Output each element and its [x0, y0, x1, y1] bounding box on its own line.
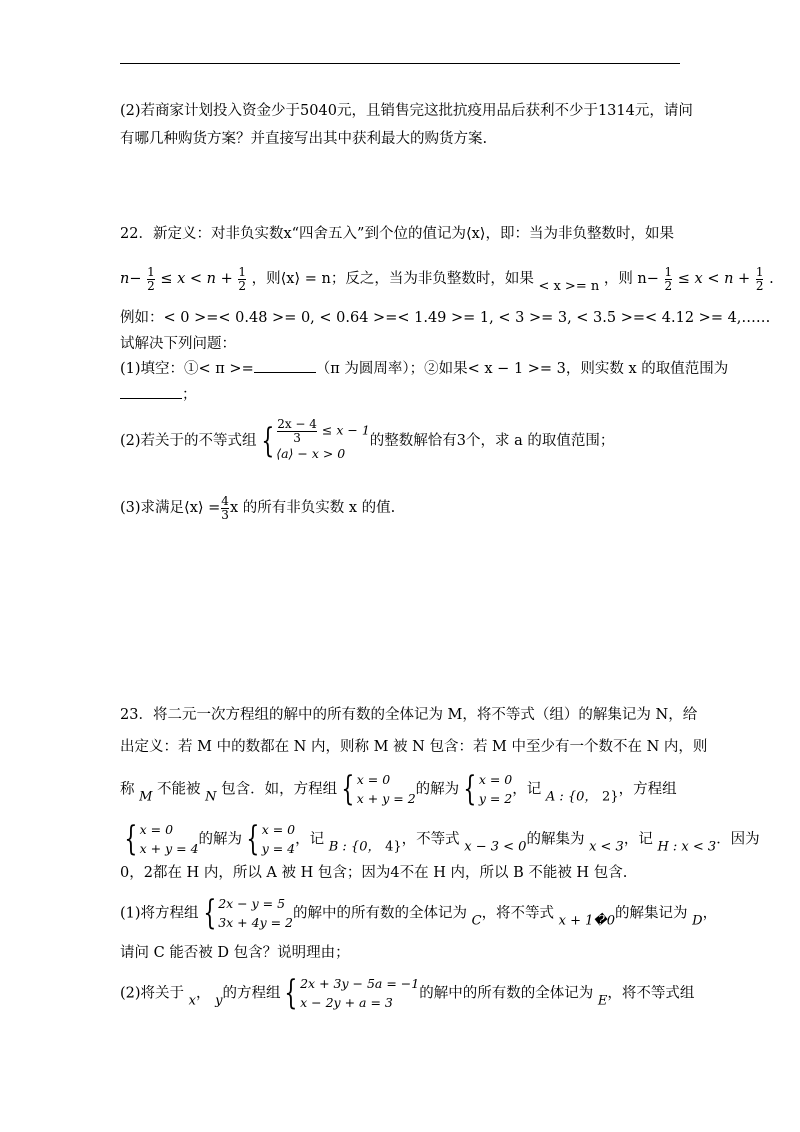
q22-n-minus: n−: [120, 271, 142, 288]
q22-intro: 试解决下列问题：: [120, 336, 236, 352]
q22-part1: (1)填空：①< π >= （π 为圆周率）；②如果< x − 1 >= 3，则实数 x 的取值范围为: [120, 361, 729, 377]
fraction-half: $\frac{1}{2}$: [664, 265, 673, 293]
q21-part2-line1: (2)若商家计划投入资金少于5040元，且销售完这批抗疫用品后获利不少于1314元，请问: [120, 103, 693, 119]
left-brace-icon: {: [260, 420, 274, 461]
left-brace-icon: {: [341, 769, 355, 810]
fraction-half: $\frac{1}{2}$: [238, 265, 247, 293]
solution-b: x = 0 y = 4: [261, 822, 296, 857]
q23-line4: { x = 0 x + y = 4 的解为 { x = 0 y = 4 ，记 B : {0， 4}，不等式 x − 3 < 0的解集为 x < 3，记 H : x < 3．因为: [124, 819, 760, 860]
fraction-half: $\frac{1}{2}$: [147, 265, 155, 293]
left-brace-icon: {: [124, 819, 138, 860]
left-brace-icon: {: [463, 769, 477, 810]
fraction-half: $\frac{1}{2}$: [755, 265, 764, 293]
equation-system-b: x = 0 x + y = 4: [139, 822, 199, 857]
left-brace-icon: {: [284, 973, 298, 1014]
q23-part2: (2)将关于 x， y的方程组 { 2x + 3y − 5a = −1 x − 2y + a = 3 的解中的所有数的全体记为 E，将不等式组: [120, 973, 695, 1014]
q22-part2: (2)若关于的不等式组 { $\frac{2x - 4}{3}$ ≤ x − 1 ⟨a⟩ − x > 0 的整数解恰有3个，求 a 的取值范围；: [120, 418, 614, 464]
q23-line3: 称 M 不能被 N 包含．如，方程组 { x = 0 x + y = 2 的解为 { x = 0 y = 2 ，记 A : {0， 2}，方程组: [120, 769, 677, 810]
q23-part1-line2: 请问 C 能否被 D 包含？说明理由；: [120, 945, 350, 961]
fraction-four-thirds: $\frac{4}{3}$: [221, 494, 229, 522]
equation-system-c: 2x − y = 5 3x + 4y = 2: [218, 896, 293, 931]
q21-part2-line2: 有哪几种购货方案？并直接写出其中获利最大的购货方案.: [120, 131, 488, 147]
q23-line2: 出定义：若 M 中的数都在 N 内，则称 M 被 N 包含：若 M 中至少有一个数不在 N 内，则: [120, 739, 708, 755]
q22-part3: (3)求满足⟨x⟩ = $\frac{4}{3}$ x 的所有非负实数 x 的值.: [120, 494, 396, 522]
q23-part1: (1)将方程组 { 2x − y = 5 3x + 4y = 2 的解中的所有数的全体记为 C，将不等式 x + 1�0的解集记为 D，: [120, 893, 718, 934]
left-brace-icon: {: [202, 893, 216, 934]
equation-system-e: 2x + 3y − 5a = −1 x − 2y + a = 3: [300, 976, 420, 1011]
q22-examples: 例如：< 0 >=< 0.48 >= 0, < 0.64 >=< 1.49 >= 1, < 3 >= 3, < 3.5 >=< 4.12 >= 4,……: [120, 310, 771, 326]
left-brace-icon: {: [246, 819, 260, 860]
solution-a: x = 0 y = 2: [478, 772, 513, 807]
q22-definition-line2: n− $\frac{1}{2}$ ≤ x < n + $\frac{1}{2}$ ，则⟨x⟩ = n；反之，当为非负整数时，如果 < x >= n ，则 n− $\frac{1}{2}$ ≤ x < n + $\frac{1}{2}$ .: [120, 265, 774, 295]
answer-blank[interactable]: [120, 398, 182, 399]
q22-part1-line2: ；: [120, 388, 197, 403]
header-rule: [120, 63, 680, 64]
inequality-system: $\frac{2x - 4}{3}$ ≤ x − 1 ⟨a⟩ − x > 0: [276, 417, 370, 462]
q22-definition-line1: 22．新定义：对非负实数x“四舍五入”到个位的值记为⟨x⟩，即：当为非负整数时，如果: [120, 226, 674, 242]
equation-system-a: x = 0 x + y = 2: [356, 772, 416, 807]
q23-line1: 23．将二元一次方程组的解中的所有数的全体记为 M，将不等式（组）的解集记为 N，给: [120, 707, 698, 723]
answer-blank[interactable]: [254, 372, 316, 373]
q23-line5: 0，2都在 H 内，所以 A 被 H 包含；因为4不在 H 内，所以 B 不能被 H 包含.: [120, 865, 628, 881]
